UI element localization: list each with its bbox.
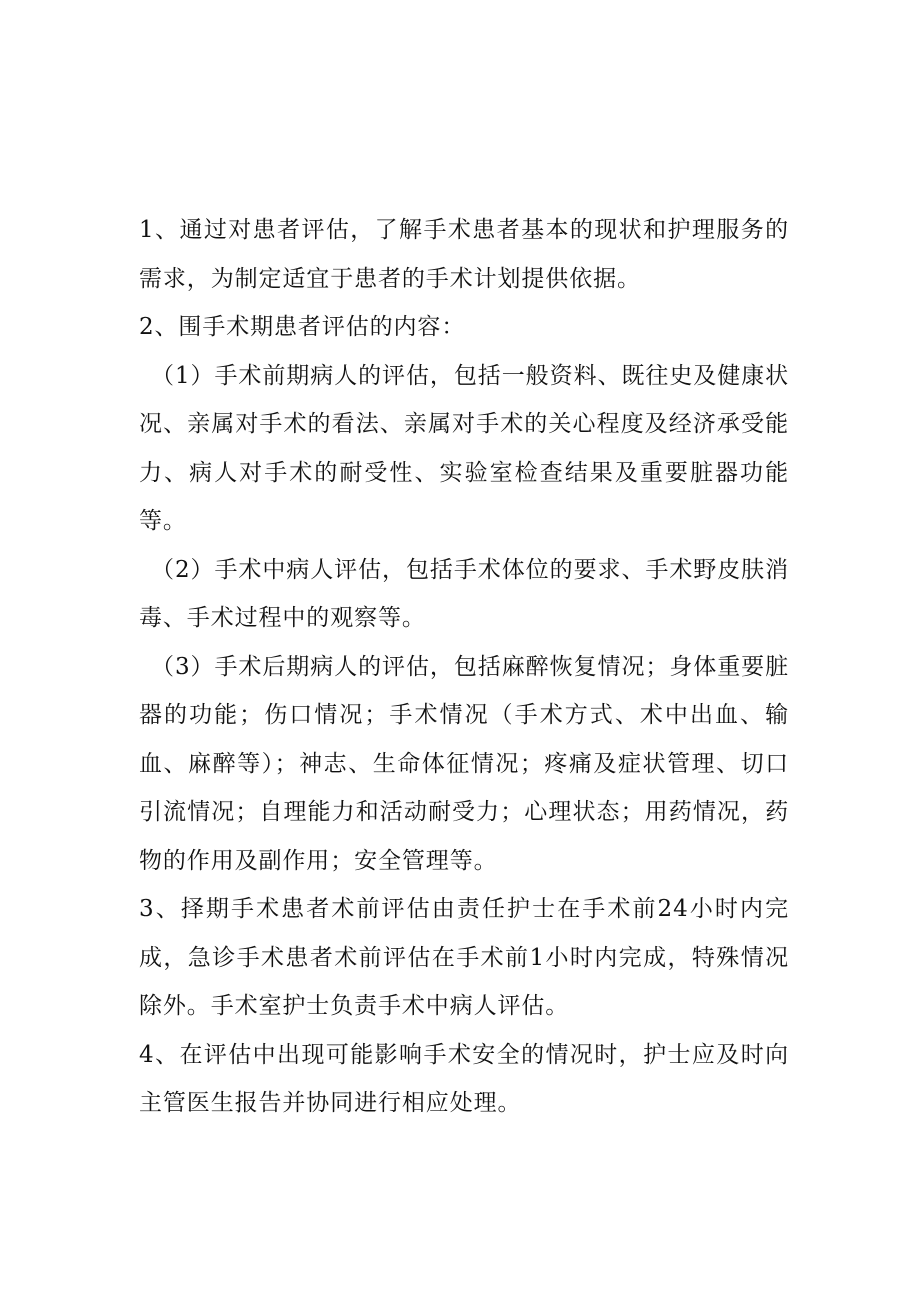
paragraph-2-1: （1）手术前期病人的评估，包括一般资料、既往史及健康状况、亲属对手术的看法、亲属对手术的关心程度及经济承受能力、病人对手术的耐受性、实验室检查结果及重要脏器功能等。 [139,362,789,534]
paragraph-2-2: （2）手术中病人评估，包括手术体位的要求、手术野皮肤消毒、手术过程中的观察等。 [139,556,789,631]
document-body [139,206,789,1128]
paragraph-2-3: （3）手术后期病人的评估，包括麻醉恢复情况；身体重要脏器的功能；伤口情况；手术情况（手术方式、术中出血、输血、麻醉等）；神志、生命体征情况；疼痛及症状管理、切口引流情况；自理能力和活动耐受力；心理状态；用药情况，药物的作用及副作用；安全管理等。 [139,653,789,874]
paragraph-2: 2、围手术期患者评估的内容： [139,314,466,340]
paragraph-1: 1、通过对患者评估，了解手术患者基本的现状和护理服务的需求，为制定适宜于患者的手术计划提供依据。 [139,217,789,292]
paragraph-3: 3、择期手术患者术前评估由责任护士在手术前24小时内完成，急诊手术患者术前评估在手术前1小时内完成，特殊情况除外。手术室护士负责手术中病人评估。 [139,896,789,1019]
paragraph-4: 4、在评估中出现可能影响手术安全的情况时，护士应及时向主管医生报告并协同进行相应处理。 [139,1041,789,1116]
